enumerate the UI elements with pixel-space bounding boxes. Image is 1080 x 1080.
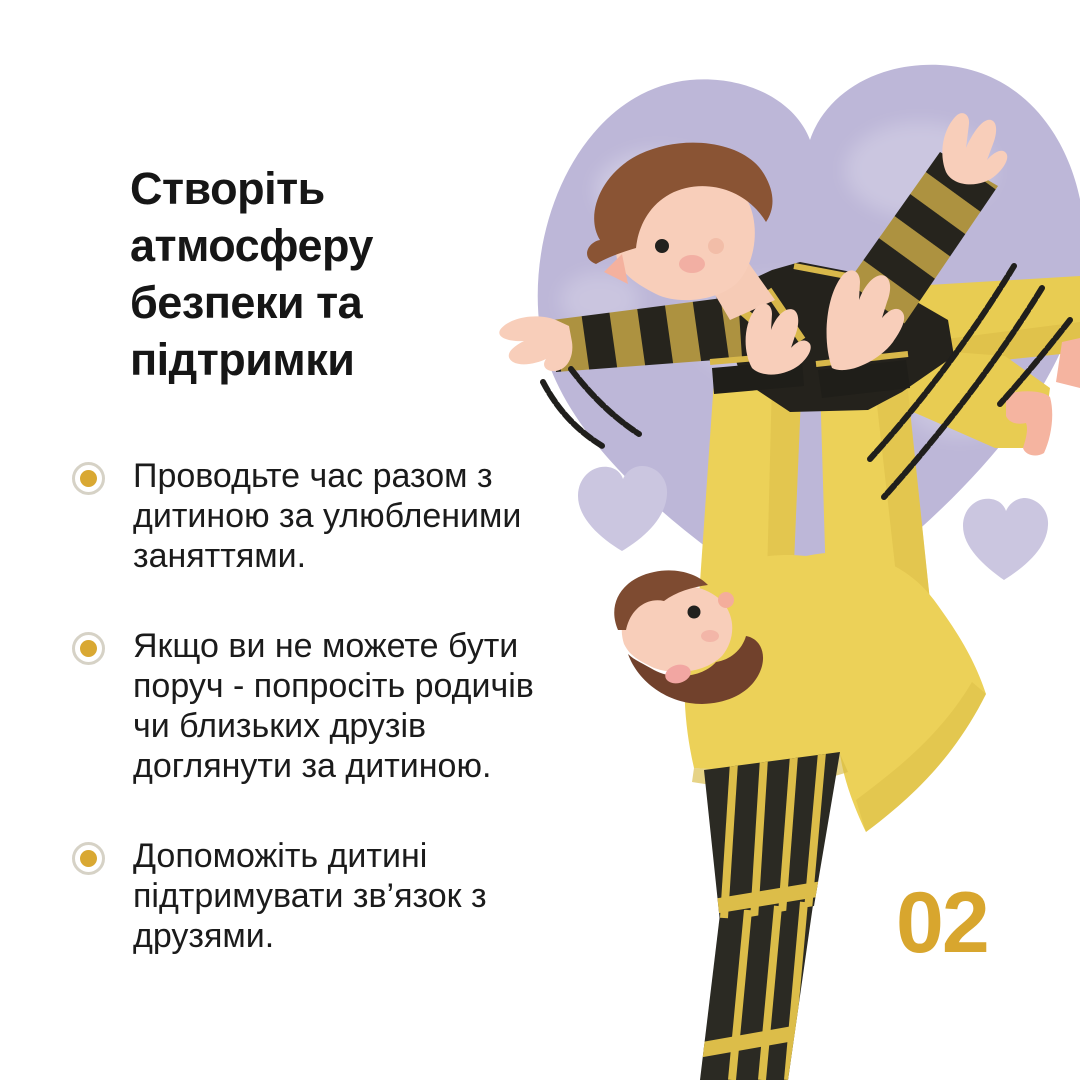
child-arms bbox=[499, 113, 1007, 372]
vest-gold-collar bbox=[737, 306, 792, 354]
child-cheek bbox=[679, 255, 705, 273]
bullet-text: Якщо ви не можете бути поруч - попросіть родичів чи близьких друзів доглянути за дитиною. bbox=[133, 627, 534, 785]
child-ear bbox=[708, 238, 724, 254]
bullet-text: Проводьте час разом з дитиною за улюбленими заняттями. bbox=[133, 457, 522, 575]
dad-left-hand bbox=[746, 304, 811, 375]
dad-right-hand bbox=[827, 270, 905, 370]
dad-nose bbox=[718, 592, 734, 608]
big-heart-shape bbox=[538, 65, 1080, 618]
list-item bbox=[72, 456, 582, 576]
child-right-hand bbox=[942, 113, 1007, 184]
child-left-hand bbox=[499, 316, 572, 371]
child-neck bbox=[705, 262, 775, 320]
child-nose bbox=[604, 254, 628, 284]
dad-hair bbox=[614, 570, 708, 630]
bullet-icon bbox=[72, 462, 105, 495]
child-head bbox=[587, 143, 775, 320]
title-line: безпеки та bbox=[130, 277, 363, 328]
bullet-dot-icon bbox=[80, 850, 97, 867]
dad-pants bbox=[700, 752, 840, 1080]
dad-eye bbox=[688, 606, 701, 619]
title-line: підтримки bbox=[130, 334, 355, 385]
dad-head bbox=[614, 570, 763, 704]
list-item bbox=[72, 836, 582, 956]
child-foot-edge bbox=[1056, 338, 1080, 388]
child-torso bbox=[716, 262, 954, 412]
title-line: Створіть bbox=[130, 163, 325, 214]
bullet-icon bbox=[72, 632, 105, 665]
small-heart-right bbox=[963, 498, 1048, 580]
dad-hands bbox=[710, 270, 910, 398]
child-hair bbox=[587, 143, 772, 264]
small-heart-left bbox=[578, 466, 667, 551]
child-foot bbox=[1006, 391, 1052, 455]
dad-torso bbox=[684, 553, 986, 832]
dad-arms bbox=[696, 372, 932, 650]
dad-beard bbox=[628, 636, 763, 704]
list-item bbox=[72, 626, 582, 786]
bullet-icon bbox=[72, 842, 105, 875]
dad-mouth bbox=[663, 662, 693, 686]
child-legs bbox=[845, 276, 1080, 455]
page-number: 02 bbox=[896, 875, 988, 971]
page-title bbox=[130, 160, 490, 388]
title-line: атмосферу bbox=[130, 220, 373, 271]
dad-cheek bbox=[701, 630, 719, 642]
bullet-dot-icon bbox=[80, 470, 97, 487]
vest-gold-edge bbox=[794, 266, 868, 280]
child-eye bbox=[655, 239, 669, 253]
bullet-text: Допоможіть дитині підтримувати зв’язок з друзями. bbox=[133, 837, 487, 955]
motion-lines bbox=[543, 266, 1070, 497]
bullet-dot-icon bbox=[80, 640, 97, 657]
tips-list bbox=[72, 456, 582, 956]
child-face bbox=[615, 174, 754, 300]
